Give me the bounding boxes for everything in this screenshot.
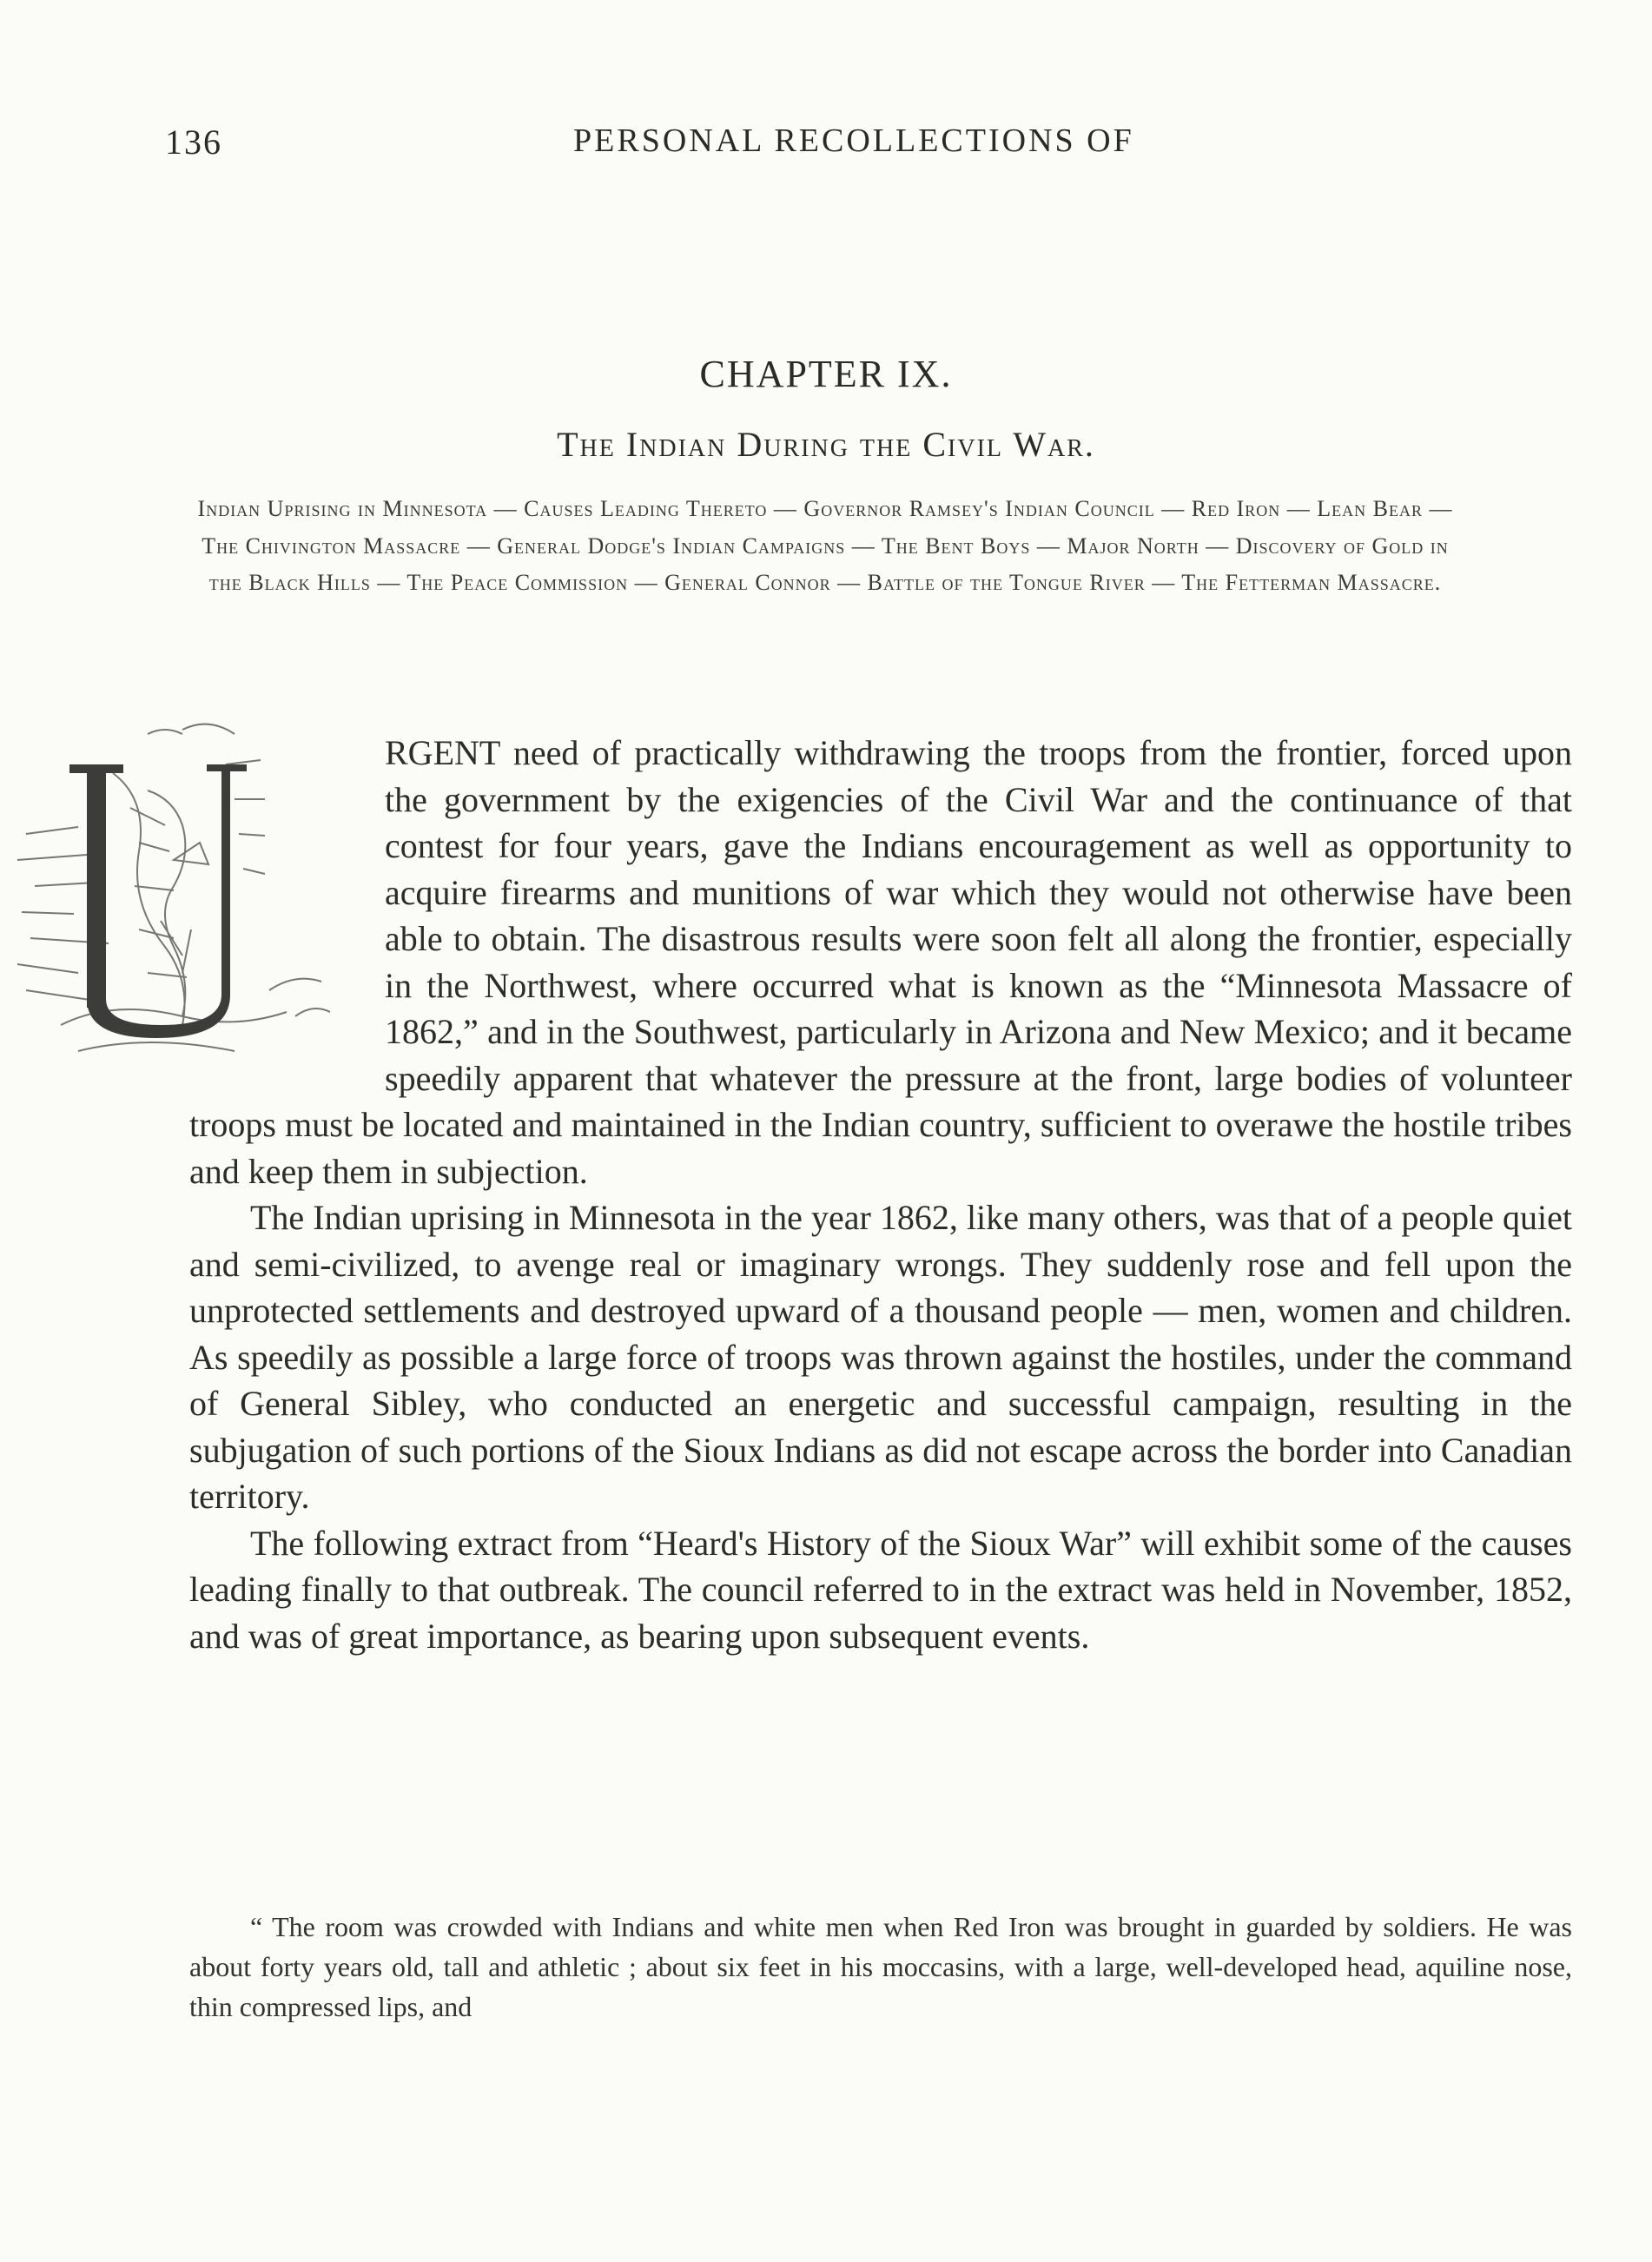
chapter-title: The Indian During the Civil War. [557,425,1095,464]
quote-text: “ The room was crowded with Indians and white men when Red Iron was brought in guarded by soldiers. He was about forty years old, tall and athletic ; about six feet in his moccasins, with a large, well-developed head, aquiline nose, thin compressed lips, and [189,1911,1572,2022]
paragraph-1: RGENT need of practically withdrawing the troops from the frontier, forced upon the government by the exigencies of the Civil War and the continuance of that contest for four years, gave the Indians encouragement as well as opportunity to acquire firearms and munitions of war which they would not otherwise have been able to obtain. The disastrous results were soon felt all along the frontier, especially in the Northwest, where occurred what is known as the “Minnesota Massacre of 1862,” and in the Southwest, particularly in Arizona and New Mexico; and it became speedily apparent that whatever the pressure at the front, large bodies of volunteer troops must be located and maintained in the Indian country, sufficient to overawe the hostile tribes and keep them in subjection. [189,733,1572,1191]
paragraph-3: The following extract from “Heard's History of the Sioux War” will exhibit some of the causes leading finally to that outbreak. The council referred to in the extract was held in November, 1852, and was of great importance, as bearing upon subsequent events. [189,1523,1572,1656]
running-head [165,122,1485,174]
paragraph-2: The Indian uprising in Minnesota in the year 1862, like many others, was that of a people quiet and semi-civilized, to avenge real or imaginary wrongs. They suddenly rose and fell upon the unprotected settlements and destroyed upward of a thousand people — men, women and children. As speedily as possible a large force of troops was thrown against the hostiles, under the command of General Sibley, who conducted an energetic and successful campaign, resulting in the subjugation of such portions of the Sioux Indians as did not escape across the border into Canadian territory. [189,1198,1572,1516]
chapter-number: CHAPTER IX. [699,353,953,395]
block-quote [189,1907,1572,2027]
running-title: PERSONAL RECOLLECTIONS OF [573,122,1134,159]
page-number: 136 [165,122,222,162]
drop-cap-spacer [189,723,385,1088]
body-text [189,730,1572,1659]
chapter-synopsis: Indian Uprising in Minnesota — Causes Leading Thereto — Governor Ramsey's Indian Council — Red Iron — Lean Bear — The Chivington Massacre — General Dodge's Indian Campaigns — The Bent Boys — Major North — Discovery of Gold in the Black Hills — The Peace Commission — General Connor — Battle of the Tongue River — The Fetterman Massacre. [197,496,1453,595]
